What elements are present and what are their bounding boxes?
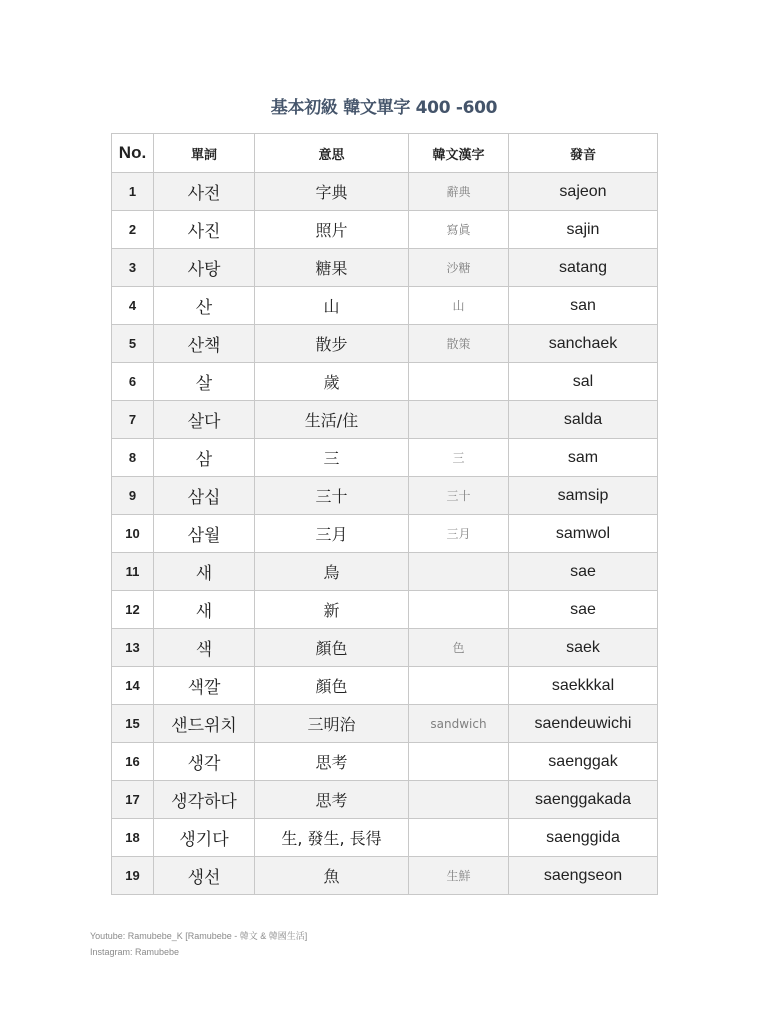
cell-no: 8 [112,439,154,477]
footer-instagram: Instagram: Ramubebe [90,947,180,957]
cell-meaning: 思考 [255,781,409,819]
cell-no: 19 [112,857,154,895]
cell-no: 15 [112,705,154,743]
cell-meaning: 魚 [255,857,409,895]
cell-pronunciation: samsip [509,477,658,515]
table-row [112,287,658,325]
header-no: No. [112,134,154,173]
cell-word: 생각 [154,743,255,781]
cell-hanja: 三 [409,439,509,477]
cell-word: 색 [154,629,255,667]
cell-pronunciation: saenggak [509,743,658,781]
table-row [112,477,658,515]
cell-hanja [409,781,509,819]
cell-word: 살 [154,363,255,401]
cell-pronunciation: sae [509,591,658,629]
cell-meaning: 三明治 [255,705,409,743]
cell-hanja [409,591,509,629]
cell-pronunciation: salda [509,401,658,439]
cell-meaning: 歲 [255,363,409,401]
table-row [112,325,658,363]
cell-meaning: 鳥 [255,553,409,591]
footer [90,928,307,960]
cell-pronunciation: sajeon [509,173,658,211]
cell-meaning: 顏色 [255,667,409,705]
cell-hanja: 生鮮 [409,857,509,895]
cell-pronunciation: sal [509,363,658,401]
table-row [112,401,658,439]
table-row [112,667,658,705]
cell-word: 살다 [154,401,255,439]
cell-pronunciation: sam [509,439,658,477]
cell-hanja: 沙糖 [409,249,509,287]
cell-word: 산 [154,287,255,325]
table-row [112,515,658,553]
cell-meaning: 顏色 [255,629,409,667]
cell-word: 사전 [154,173,255,211]
cell-word: 색깔 [154,667,255,705]
table-row [112,249,658,287]
cell-word: 삼십 [154,477,255,515]
cell-meaning: 生活/住 [255,401,409,439]
cell-hanja: 三月 [409,515,509,553]
cell-word: 산책 [154,325,255,363]
cell-no: 4 [112,287,154,325]
header-hanja: 韓文漢字 [409,134,509,173]
cell-hanja: 寫眞 [409,211,509,249]
cell-word: 생기다 [154,819,255,857]
cell-meaning: 糖果 [255,249,409,287]
cell-pronunciation: sanchaek [509,325,658,363]
cell-hanja: 散策 [409,325,509,363]
cell-hanja: sandwich [409,705,509,743]
cell-meaning: 生, 發生, 長得 [255,819,409,857]
cell-pronunciation: samwol [509,515,658,553]
table-body [112,173,658,895]
cell-hanja: 山 [409,287,509,325]
table-row [112,819,658,857]
footer-youtube: Youtube: Ramubebe_K [Ramubebe - 韓文 & 韓國生活] [90,931,308,941]
cell-hanja: 色 [409,629,509,667]
table-row [112,211,658,249]
cell-no: 7 [112,401,154,439]
cell-word: 생선 [154,857,255,895]
cell-word: 삼월 [154,515,255,553]
table-row [112,781,658,819]
cell-word: 새 [154,553,255,591]
cell-meaning: 新 [255,591,409,629]
cell-no: 3 [112,249,154,287]
cell-meaning: 三 [255,439,409,477]
cell-pronunciation: saekkkal [509,667,658,705]
table-row [112,363,658,401]
cell-word: 사탕 [154,249,255,287]
cell-pronunciation: saenggakada [509,781,658,819]
cell-no: 5 [112,325,154,363]
table-row [112,439,658,477]
cell-no: 14 [112,667,154,705]
cell-no: 18 [112,819,154,857]
cell-meaning: 山 [255,287,409,325]
page-title: 基本初級 韓文單字 400 -600 [270,98,498,118]
cell-hanja [409,553,509,591]
cell-meaning: 三十 [255,477,409,515]
table-row [112,173,658,211]
cell-meaning: 字典 [255,173,409,211]
cell-no: 12 [112,591,154,629]
cell-hanja [409,401,509,439]
cell-hanja [409,819,509,857]
cell-no: 6 [112,363,154,401]
cell-no: 13 [112,629,154,667]
table-header-row [112,134,658,173]
cell-no: 2 [112,211,154,249]
cell-meaning: 散步 [255,325,409,363]
cell-no: 10 [112,515,154,553]
table-row [112,553,658,591]
cell-meaning: 照片 [255,211,409,249]
cell-no: 1 [112,173,154,211]
cell-meaning: 三月 [255,515,409,553]
cell-hanja [409,667,509,705]
cell-pronunciation: sae [509,553,658,591]
vocabulary-table [111,133,658,895]
table-row [112,591,658,629]
cell-hanja: 辭典 [409,173,509,211]
cell-word: 삼 [154,439,255,477]
cell-hanja [409,743,509,781]
cell-no: 16 [112,743,154,781]
header-word: 單詞 [154,134,255,173]
cell-pronunciation: sajin [509,211,658,249]
cell-no: 11 [112,553,154,591]
cell-pronunciation: san [509,287,658,325]
cell-word: 사진 [154,211,255,249]
cell-word: 생각하다 [154,781,255,819]
header-pronunciation: 發音 [509,134,658,173]
cell-pronunciation: satang [509,249,658,287]
table-row [112,705,658,743]
table-row [112,857,658,895]
cell-word: 새 [154,591,255,629]
table-row [112,629,658,667]
cell-pronunciation: saengseon [509,857,658,895]
cell-pronunciation: saenggida [509,819,658,857]
cell-meaning: 思考 [255,743,409,781]
cell-no: 9 [112,477,154,515]
cell-no: 17 [112,781,154,819]
header-meaning: 意思 [255,134,409,173]
cell-pronunciation: saendeuwichi [509,705,658,743]
cell-word: 샌드위치 [154,705,255,743]
cell-hanja [409,363,509,401]
cell-hanja: 三十 [409,477,509,515]
table-row [112,743,658,781]
cell-pronunciation: saek [509,629,658,667]
